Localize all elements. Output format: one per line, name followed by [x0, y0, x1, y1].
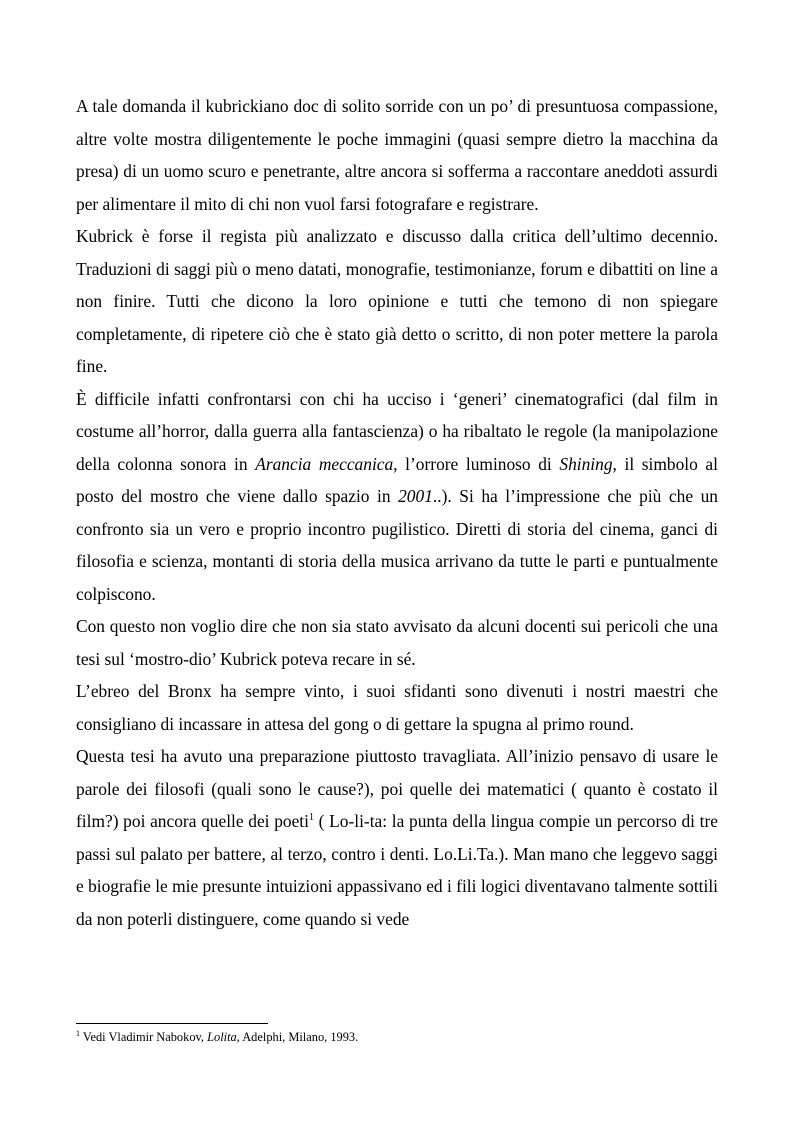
- film-title-arancia-meccanica: Arancia meccanica: [255, 453, 394, 474]
- footnote-text-post: , Adelphi, Milano, 1993.: [236, 1030, 359, 1044]
- paragraph-3-text-part-1: È difficile infatti confrontarsi con chi ha ucciso i ‘generi’ cinematografici (dal film in costume all’horror, dalla guerra alla fantascienza) o ha ribaltato le regole (la manipolazione della colonna sonora in: [76, 388, 718, 474]
- paragraph-5-text: L’ebreo del Bronx ha sempre vinto, i suoi sfidanti sono divenuti i nostri maestri che consigliano di incassare in attesa del gong o di gettare la spugna al primo round.: [76, 681, 718, 734]
- paragraph-5: [76, 675, 718, 740]
- paragraph-4: [76, 610, 718, 675]
- film-title-2001: 2001: [398, 486, 433, 506]
- footnote-book-title: Lolita: [207, 1030, 237, 1044]
- document-body: [76, 90, 718, 935]
- footnote-reference[interactable]: 1: [308, 812, 314, 824]
- paragraph-6: [76, 740, 718, 935]
- paragraph-3: [76, 383, 718, 611]
- footnote-text-pre: Vedi Vladimir Nabokov,: [80, 1030, 208, 1044]
- paragraph-1: [76, 90, 718, 220]
- paragraph-4-text: Con questo non voglio dire che non sia stato avvisato da alcuni docenti sui pericoli che una tesi sul ‘mostro-dio’ Kubrick poteva recare in sé.: [76, 616, 718, 669]
- paragraph-1-text: A tale domanda il kubrickiano doc di solito sorride con un po’ di presuntuosa compassione, altre volte mostra diligentemente le poche immagini (quasi sempre dietro la macchina da presa) di un uomo scuro e penetrante, altre ancora si sofferma a raccontare aneddoti assurdi per alimentare il mito di chi non vuol farsi fotografare e registrare.: [76, 96, 718, 214]
- paragraph-6-text-part-1: Questa tesi ha avuto una preparazione piuttosto travagliata. All’inizio pensavo di usare le parole dei filosofi (quali sono le cause?), poi quelle dei matematici ( quanto è costato il film?) poi ancora quelle dei poeti: [76, 746, 718, 831]
- footnote: [76, 1029, 718, 1045]
- film-title-shining: Shining: [559, 453, 613, 474]
- paragraph-6-text-part-2: ( Lo-li-ta: la punta della lingua compie un percorso di tre passi sul palato per battere, al terzo, contro i denti. Lo.Li.Ta.). Man mano che leggevo saggi e biografie le mie presunte intuizioni appassivano ed i fili logici diventavano talmente sottili da non poterli distinguere, come quando si vede: [76, 811, 718, 929]
- paragraph-2: [76, 220, 718, 383]
- paragraph-3-text-part-4: ..). Si ha l’impressione che più che un confronto sia un vero e proprio incontro pugilistico. Diretti di storia del cinema, ganci di filosofia e scienza, montanti di storia della musica arrivano da tutte le parti e puntualmente colpiscono.: [76, 486, 718, 604]
- footnote-divider: [76, 1023, 268, 1024]
- footnote-marker: 1: [76, 1028, 80, 1038]
- paragraph-3-text-part-2: , l’orrore luminoso di: [393, 453, 560, 474]
- paragraph-3-text-part-3: , il simbolo al posto del mostro che viene dallo spazio in: [76, 453, 718, 506]
- paragraph-2-text: Kubrick è forse il regista più analizzato e discusso dalla critica dell’ultimo decennio. Traduzioni di saggi più o meno datati, monografie, testimonianze, forum e dibattiti on line a non finire. Tutti che dicono la loro opinione e tutti che temono di non spiegare completamente, di ripetere ciò che è stato già detto o scritto, di non poter mettere la parola fine.: [76, 226, 718, 376]
